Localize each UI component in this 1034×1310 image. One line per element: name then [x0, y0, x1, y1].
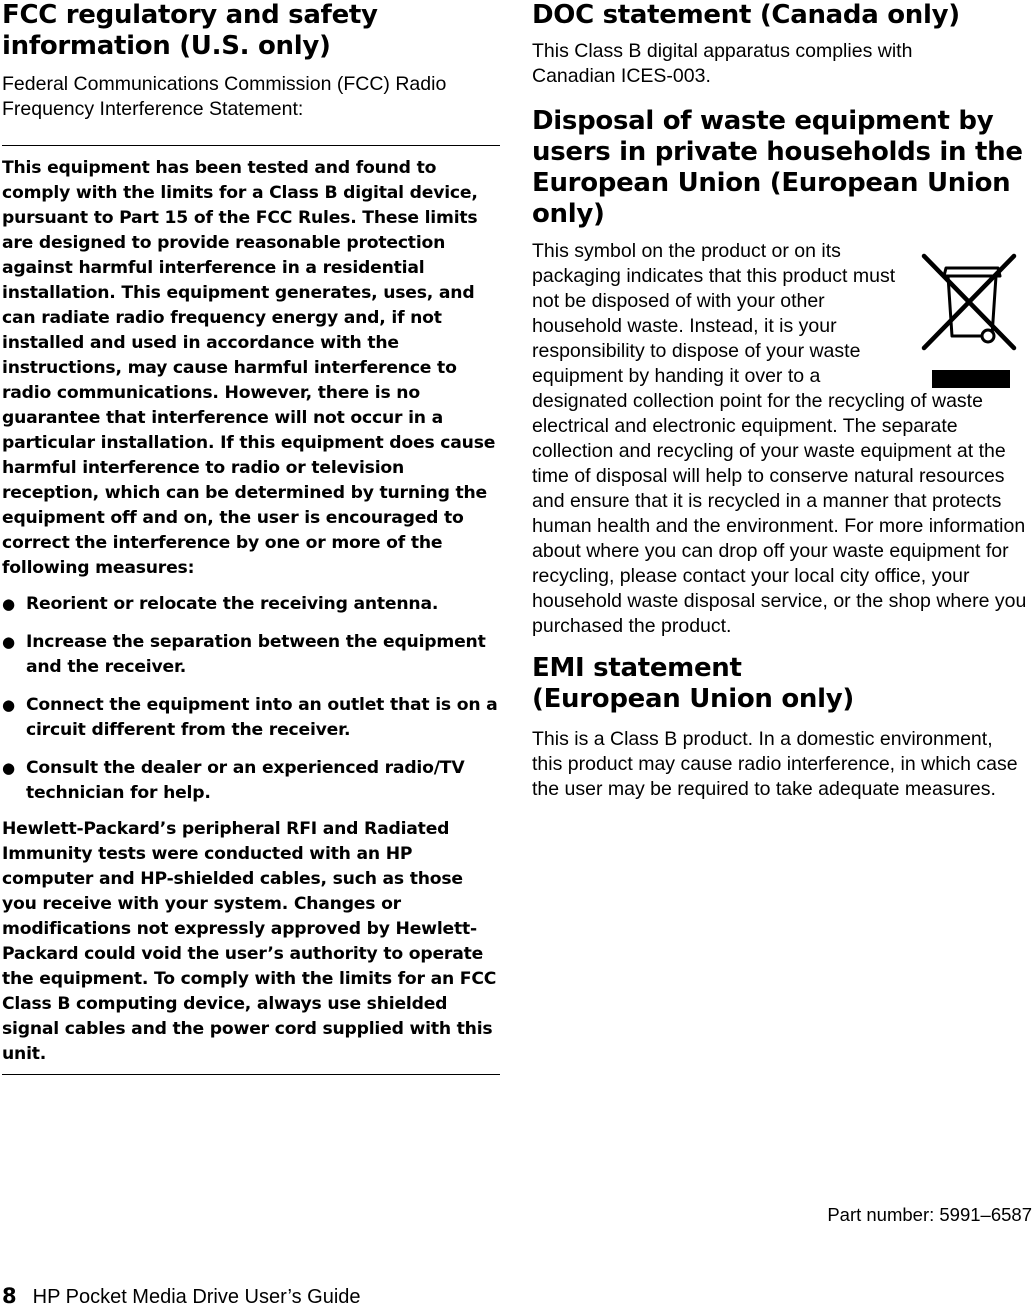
guide-title: HP Pocket Media Drive User’s Guide	[32, 1286, 361, 1308]
bullet-icon: ●	[2, 633, 15, 651]
weee-body: This symbol on the product or on its packaging indicates that this product must not be disposed of with your other household waste. Instead, it is your responsibility to dispose of your waste equipment by handing it over to a designated collection point for the recycling of waste electrical and electronic equipment. The separate collection and recycling of your waste equipment at the time of disposal will help to conserve natural resources and ensure that it is recycled in a manner that protects human health and the environment. For more information about where you can drop off your waste equipment for recycling, please contact your local city office, your household waste disposal service, or the shop where you purchased the product.	[532, 240, 1027, 637]
list-item: ● Consult the dealer or an experienced radio/TV technician for help.	[2, 758, 465, 803]
page-number: 8	[2, 1284, 17, 1308]
top-divider	[2, 145, 500, 146]
measures-list	[2, 592, 500, 806]
bullet-icon: ●	[2, 595, 15, 613]
bullet-icon: ●	[2, 759, 15, 777]
doc-heading: DOC statement (Canada only)	[532, 0, 960, 30]
emi-heading: EMI statement (European Union only)	[532, 653, 854, 714]
fcc-heading: FCC regulatory and safety information (U.S. only)	[2, 0, 378, 61]
weee-heading: Disposal of waste equipment by users in private households in the European Union (European Union only)	[532, 106, 1023, 229]
list-item: ● Increase the separation between the equipment and the receiver.	[2, 632, 486, 677]
right-column	[532, 0, 1028, 802]
hp-rfi-note: Hewlett-Packard’s peripheral RFI and Radiated Immunity tests were conducted with an HP computer and HP-shielded cables, such as those you receive with your system. Changes or modifications not expressly approved by Hewlett-Packard could void the user’s authority to operate the equipment. To comply with the limits for an FCC Class B computing device, always use shielded signal cables and the power cord supplied with this unit.	[2, 819, 497, 1064]
crossed-out-wheelie-bin-icon	[916, 252, 1022, 392]
bottom-divider	[2, 1074, 500, 1075]
bullet-icon: ●	[2, 696, 15, 714]
list-item: ● Connect the equipment into an outlet that is on a circuit different from the receiver.	[2, 695, 498, 740]
part-number: Part number: 5991–6587	[827, 1204, 1032, 1225]
doc-body: This Class B digital apparatus complies with Canadian ICES-003.	[532, 40, 913, 87]
emi-body: This is a Class B product. In a domestic environment, this product may cause radio interference, in which case the user may be required to take adequate measures.	[532, 728, 1018, 800]
fcc-statement: This equipment has been tested and found to comply with the limits for a Class B digital device, pursuant to Part 15 of the FCC Rules. These limits are designed to provide reasonable protection against harmful interference in a residential installation. This equipment generates, uses, and can radiate radio frequency energy and, if not installed and used in accordance with the instructions, may cause harmful interference to radio communications. However, there is no guarantee that interference will not occur in a particular installation. If this equipment does cause harmful interference to radio or television reception, which can be determined by turning the equipment off and on, the user is encouraged to correct the interference by one or more of the following measures:	[2, 158, 496, 578]
left-column	[2, 0, 500, 1075]
list-item: ● Reorient or relocate the receiving antenna.	[2, 592, 500, 617]
fcc-intro: Federal Communications Commission (FCC) Radio Frequency Interference Statement:	[2, 73, 447, 120]
